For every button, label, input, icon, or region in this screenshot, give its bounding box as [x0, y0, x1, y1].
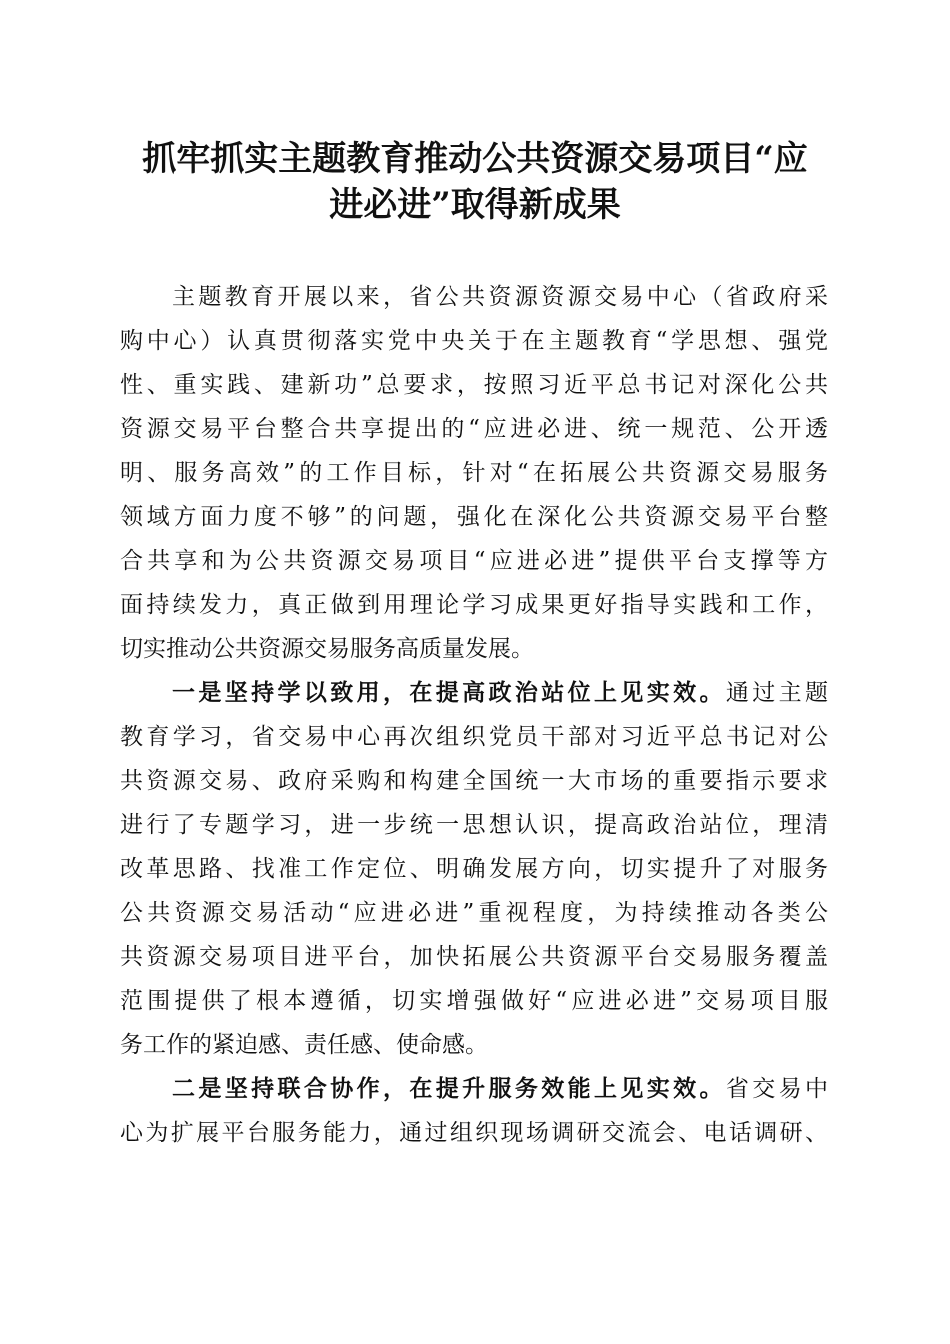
paragraph-line	[120, 759, 828, 803]
paragraph-line	[120, 539, 828, 583]
line-text: 购中心）认真贯彻落实党中央关于在主题教育“学思想、强党	[120, 328, 828, 354]
line-text: 切实推动公共资源交易服务高质量发展。	[120, 636, 534, 662]
line-text: 务工作的紧迫感、责任感、使命感。	[120, 1032, 488, 1058]
document-title	[110, 136, 840, 228]
paragraph-line	[120, 715, 828, 759]
paragraph-line	[120, 979, 828, 1023]
line-text: 资源交易平台整合共享提出的“应进必进、统一规范、公开透	[120, 416, 828, 442]
paragraph	[120, 275, 828, 671]
line-text: 明、服务高效”的工作目标，针对“在拓展公共资源交易服务	[120, 460, 828, 486]
paragraph-line	[120, 935, 828, 979]
lead-sentence: 二是坚持联合协作，在提升服务效能上见实效。	[172, 1075, 726, 1102]
paragraph-line	[120, 451, 828, 495]
line-text: 省交易中	[725, 1076, 828, 1102]
line-text: 公共资源交易活动“应进必进”重视程度，为持续推动各类公	[120, 900, 828, 926]
paragraph-line	[120, 319, 828, 363]
line-text: 通过主题	[725, 680, 828, 706]
line-text: 性、重实践、建新功”总要求，按照习近平总书记对深化公共	[120, 372, 828, 398]
paragraph-line	[120, 1067, 828, 1111]
line-text: 心为扩展平台服务能力，通过组织现场调研交流会、电话调研、	[120, 1120, 828, 1146]
line-text: 面持续发力，真正做到用理论学习成果更好指导实践和工作，	[120, 592, 828, 618]
paragraph-line	[120, 671, 828, 715]
paragraph-line	[120, 891, 828, 935]
line-text: 领域方面力度不够”的问题，强化在深化公共资源交易平台整	[120, 504, 828, 530]
paragraph-line	[120, 407, 828, 451]
paragraph-line	[120, 495, 828, 539]
paragraph-line	[120, 363, 828, 407]
paragraph-line	[120, 803, 828, 847]
line-text: 主题教育开展以来，省公共资源资源交易中心（省政府采	[172, 284, 828, 310]
paragraph-line	[120, 275, 828, 319]
line-text: 共资源交易、政府采购和构建全国统一大市场的重要指示要求	[120, 768, 828, 794]
paragraph-line	[120, 583, 828, 627]
paragraph-line	[120, 847, 828, 891]
paragraph-line	[120, 1111, 828, 1155]
lead-sentence: 一是坚持学以致用，在提高政治站位上见实效。	[172, 679, 726, 706]
line-text: 合共享和为公共资源交易项目“应进必进”提供平台支撑等方	[120, 548, 828, 574]
line-text: 范围提供了根本遵循，切实增强做好“应进必进”交易项目服	[120, 988, 828, 1014]
title-line-1: 抓牢抓实主题教育推动公共资源交易项目“应	[142, 139, 808, 179]
paragraph-line	[120, 1023, 828, 1067]
line-text: 改革思路、找准工作定位、明确发展方向，切实提升了对服务	[120, 856, 828, 882]
line-text: 共资源交易项目进平台，加快拓展公共资源平台交易服务覆盖	[120, 944, 828, 970]
line-text: 进行了专题学习，进一步统一思想认识，提高政治站位，理清	[120, 812, 828, 838]
title-line-2: 进必进”取得新成果	[329, 185, 621, 225]
line-text: 教育学习，省交易中心再次组织党员干部对习近平总书记对公	[120, 724, 828, 750]
paragraph	[120, 671, 828, 1067]
document-body	[120, 275, 828, 1155]
paragraph	[120, 1067, 828, 1155]
paragraph-line	[120, 627, 828, 671]
